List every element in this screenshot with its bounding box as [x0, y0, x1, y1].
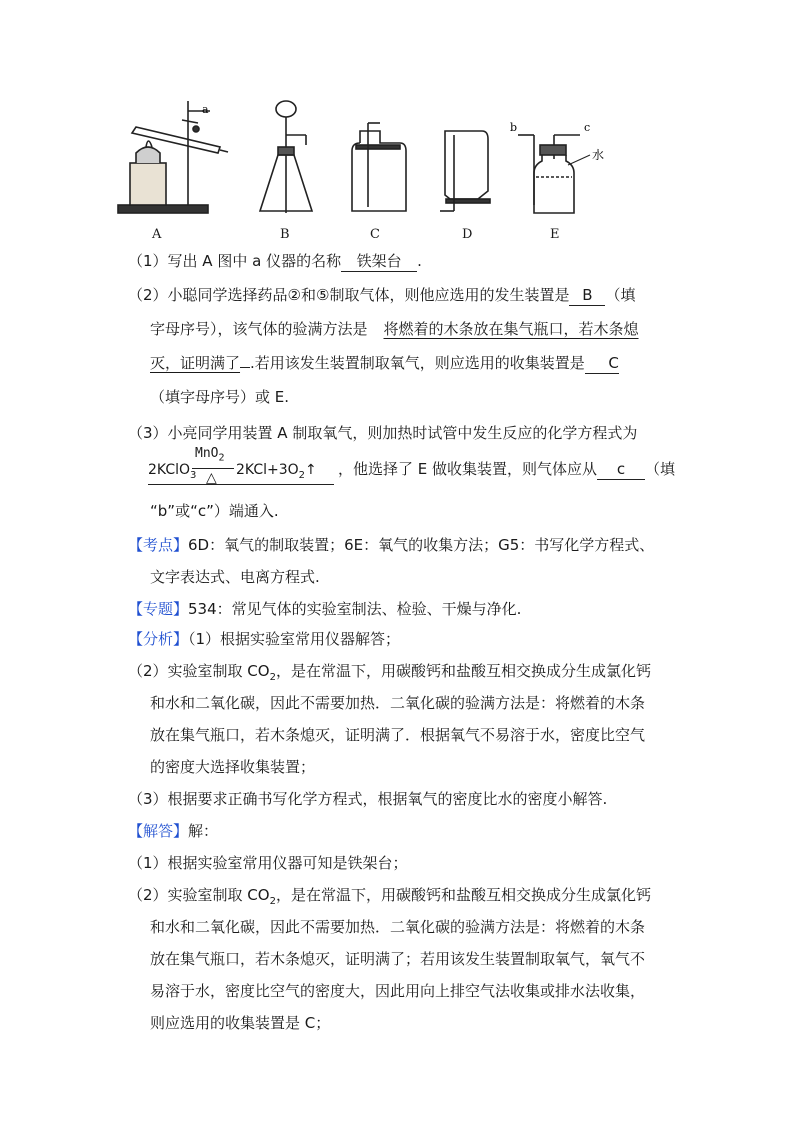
fenxi-tag: 【分析】 — [128, 630, 189, 648]
fenxi-para-2-line-2: 和水和二氧化碳，因此不需要加热．二氧化碳的验满方法是：将燃着的木条 — [150, 694, 646, 712]
annotation-a: a — [202, 103, 209, 116]
fenxi-para-2-line-1: （2）实验室制取 $CO_2$，是在常温下，用碳酸钙和盐酸互相交换成分生成氯化钙 — [128, 662, 651, 683]
answer-blank-q2-device: B — [569, 285, 605, 306]
answer-blank-q2-method-cont: 灭，证明满了 — [150, 354, 241, 372]
equation-reactant: 2KClO$_3$ — [148, 462, 197, 481]
apparatus-c-drawing — [352, 123, 406, 211]
figure-label-b: B — [280, 227, 290, 242]
question-2-fill-hint: （填 — [605, 286, 636, 304]
question-3-text: （3）小亮同学用装置 A 制取氧气，则加热时试管中发生反应的化学方程式为 — [128, 424, 638, 442]
jieda-intro: 解： — [188, 822, 219, 840]
question-2-line-1 — [128, 284, 635, 306]
question-1-text: （1）写出 A 图中 a 仪器的名称 — [128, 252, 342, 270]
fenxi-line-3: （3）根据要求正确书写化学方程式，根据氧气的密度比水的密度小解答. — [128, 790, 608, 808]
jieda-para-2-line-5: 则应选用的收集装置是 C； — [150, 1014, 331, 1032]
equation-underline — [148, 484, 334, 485]
equation-products: $2KCl+3O_2↑$ — [236, 462, 317, 481]
apparatus-e-drawing — [518, 135, 590, 213]
figure-label-a: A — [152, 227, 162, 242]
question-3-line-2 — [338, 458, 675, 480]
answer-blank-q3-inlet: c — [597, 459, 645, 480]
answer-blank-q2-collect: C — [585, 353, 619, 374]
chemical-equation — [148, 446, 338, 492]
kaodian-text: 6D：氧气的制取装置；6E：氧气的收集方法；G5：书写化学方程式、 — [188, 536, 655, 554]
question-3-fill-hint: （填 — [645, 460, 676, 478]
apparatus-b-drawing — [260, 101, 312, 213]
figure-label-d: D — [462, 227, 473, 242]
question-2-line-4 — [150, 386, 289, 408]
question-2-method-text: 字母序号），该气体的验满方法是 — [150, 320, 368, 338]
annotation-water: 水 — [592, 148, 605, 162]
fenxi-para-2-line-3: 放在集气瓶口，若木条熄灭，证明满了．根据氧气不易溶于水，密度比空气 — [150, 726, 646, 744]
answer-blank-q1: 铁架台 — [341, 251, 417, 272]
answer-blank-q2-method: 将燃着的木条放在集气瓶口，若木条熄 — [383, 320, 639, 338]
figure-label-e: E — [550, 227, 560, 242]
jieda-section — [128, 820, 218, 842]
figure-label-c: C — [370, 227, 380, 242]
question-3-end-text: “b”或“c”）端通入. — [150, 502, 279, 520]
kaodian-section — [128, 534, 654, 556]
jieda-line-1: （1）根据实验室常用仪器可知是铁架台； — [128, 854, 408, 872]
jieda-para-2-line-2: 和水和二氧化碳，因此不需要加热．二氧化碳的验满方法是：将燃着的木条 — [150, 918, 646, 936]
kaodian-text-cont: 文字表达式、电离方程式. — [150, 568, 320, 586]
question-1-suffix: . — [417, 252, 422, 270]
jieda-para-2-line-4: 易溶于水，密度比空气的密度大，因此用向上排空气法收集或排水法收集， — [150, 982, 646, 1000]
equation-heat-symbol: △ — [206, 470, 217, 486]
zhuanti-section — [128, 598, 521, 620]
fenxi-para-2-line-4: 的密度大选择收集装置； — [150, 758, 316, 776]
equation-catalyst: MnO$_2$ — [195, 446, 225, 464]
question-2-end-text: （填字母序号）或 E. — [150, 388, 290, 406]
apparatus-a-drawing — [118, 101, 228, 213]
zhuanti-text: 534：常见气体的实验室制法、检验、干燥与净化. — [188, 600, 522, 618]
jieda-para-2-line-1: （2）实验室制取 $CO_2$，是在常温下，用碳酸钙和盐酸互相交换成分生成氯化钙 — [128, 886, 651, 907]
jieda-para-2-line-3: 放在集气瓶口，若木条熄灭，证明满了；若用该发生装置制取氧气，氧气不 — [150, 950, 646, 968]
fenxi-section — [128, 628, 400, 650]
equation-condition-bar — [192, 468, 234, 469]
annotation-b: b — [510, 121, 518, 134]
kaodian-line-2 — [150, 566, 320, 588]
question-1 — [128, 250, 422, 272]
question-3-line-3 — [150, 500, 279, 522]
question-2-line-3 — [150, 352, 619, 374]
question-2-text: （2）小聪同学选择药品②和⑤制取气体，则他应选用的发生装置是 — [128, 286, 570, 304]
annotation-c: c — [584, 121, 591, 134]
question-2-collect-text: .若用该发生装置制取氧气，则应选用的收集装置是 — [250, 354, 585, 372]
jieda-tag: 【解答】 — [128, 822, 189, 840]
question-3-line-1 — [128, 422, 637, 444]
zhuanti-tag: 【专题】 — [128, 600, 189, 618]
question-3-collect-text: ，他选择了 E 做收集装置，则气体应从 — [338, 460, 598, 478]
kaodian-tag: 【考点】 — [128, 536, 189, 554]
apparatus-figure — [110, 95, 630, 250]
apparatus-d-drawing — [440, 131, 490, 211]
fenxi-line-1: （1）根据实验室常用仪器解答； — [188, 630, 401, 648]
question-2-line-2 — [150, 318, 639, 340]
